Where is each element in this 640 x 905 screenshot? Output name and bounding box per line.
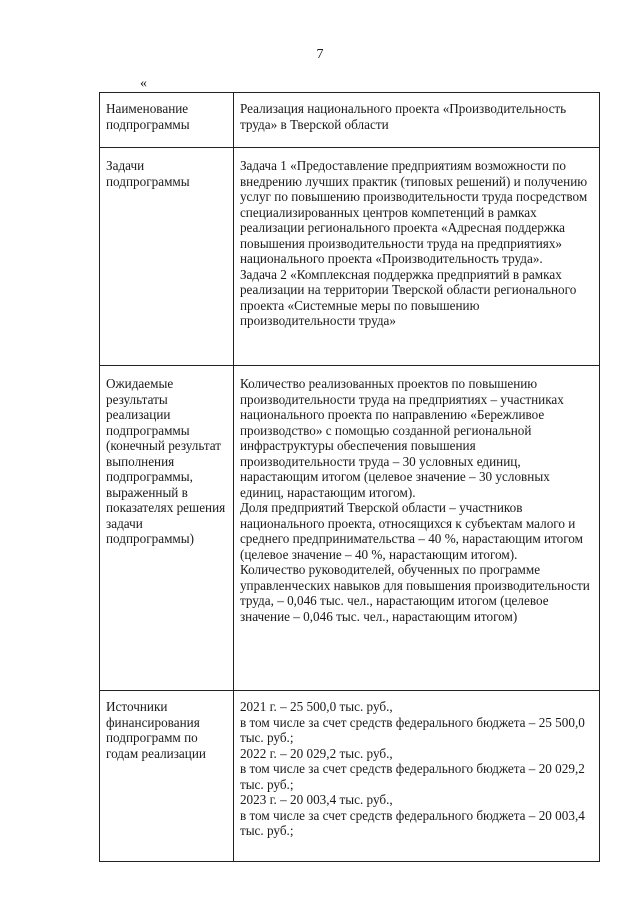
funding-2023-total: 2023 г. – 20 003,4 тыс. руб.,: [239, 792, 393, 807]
content-cell-expected-results: [233, 366, 599, 691]
label-cell-subprogram-tasks: Задачи подпрограммы: [100, 148, 234, 366]
subprogram-passport-table: [99, 92, 600, 862]
result-managers-trained-text: Количество руководителей, обученных по программе управленческих навыков для повышения производительности труда, – 0,046 тыс. чел., нарастающим итогом (целевое значение – 0,046 тыс. чел., нарастающим итогом): [239, 562, 590, 624]
label-cell-subprogram-name: Наименование подпрограммы: [100, 93, 234, 148]
table-row-expected-results: [100, 366, 600, 691]
funding-2023-federal: в том числе за счет средств федерального бюджета – 20 003,4 тыс. руб.;: [239, 807, 585, 838]
funding-2021-total: 2021 г. – 25 500,0 тыс. руб.,: [239, 699, 393, 714]
table-row-subprogram-name: [100, 93, 600, 148]
table-row-funding-sources: [100, 691, 600, 862]
task-1-text: Задача 1 «Предоставление предприятиям возможности по внедрению лучших практик (типовых решений) и получению услуг по повышению производительности труда посредством специализированных центров компетенций в рамках реализации регионального проекта «Адресная поддержка повышения производительности труда на предприятиях» национального проекта «Производительность труда».: [239, 158, 588, 266]
page-number: 7: [316, 47, 324, 62]
funding-2021-federal: в том числе за счет средств федерального бюджета – 25 500,0 тыс. руб.;: [239, 714, 585, 745]
label-cell-funding-sources: Источники финансирования подпрограмм по годам реализации: [100, 691, 234, 862]
funding-2022-federal: в том числе за счет средств федерального бюджета – 20 029,2 тыс. руб.;: [239, 761, 585, 792]
subprogram-name-text: Реализация национального проекта «Производительность труда» в Тверской области: [239, 101, 567, 132]
task-2-text: Задача 2 «Комплексная поддержка предприятий в рамках реализации на территории Тверской области регионального проекта «Системные меры по повышению производительности труда»: [239, 266, 577, 328]
label-cell-expected-results: Ожидаемые результаты реализации подпрограммы (конечный результат выполнения подпрограммы, выраженный в показателях решения задачи подпрограммы): [100, 366, 234, 691]
result-projects-text: Количество реализованных проектов по повышению производительности труда на предприятиях – участниках национального проекта по направлению «Бережливое производство» с помощью созданной региональной инфраструктуры обеспечения повышения производительности труда – 30 условных единиц, нарастающим итогом (целевое значение – 30 условных единиц, нарастающим итогом).: [239, 376, 564, 500]
result-sme-share-text: Доля предприятий Тверской области – участников национального проекта, относящихся к субъектам малого и среднего предпринимательства – 40 %, нарастающим итогом (целевое значение – 40 %, нарастающим итогом).: [239, 500, 583, 562]
content-cell-funding-sources: [233, 691, 599, 862]
table-row-subprogram-tasks: [100, 148, 600, 366]
opening-quote-mark: «: [140, 76, 147, 91]
content-cell-subprogram-tasks: [233, 148, 599, 366]
funding-2022-total: 2022 г. – 20 029,2 тыс. руб.,: [239, 745, 393, 761]
content-cell-subprogram-name: [233, 93, 599, 148]
